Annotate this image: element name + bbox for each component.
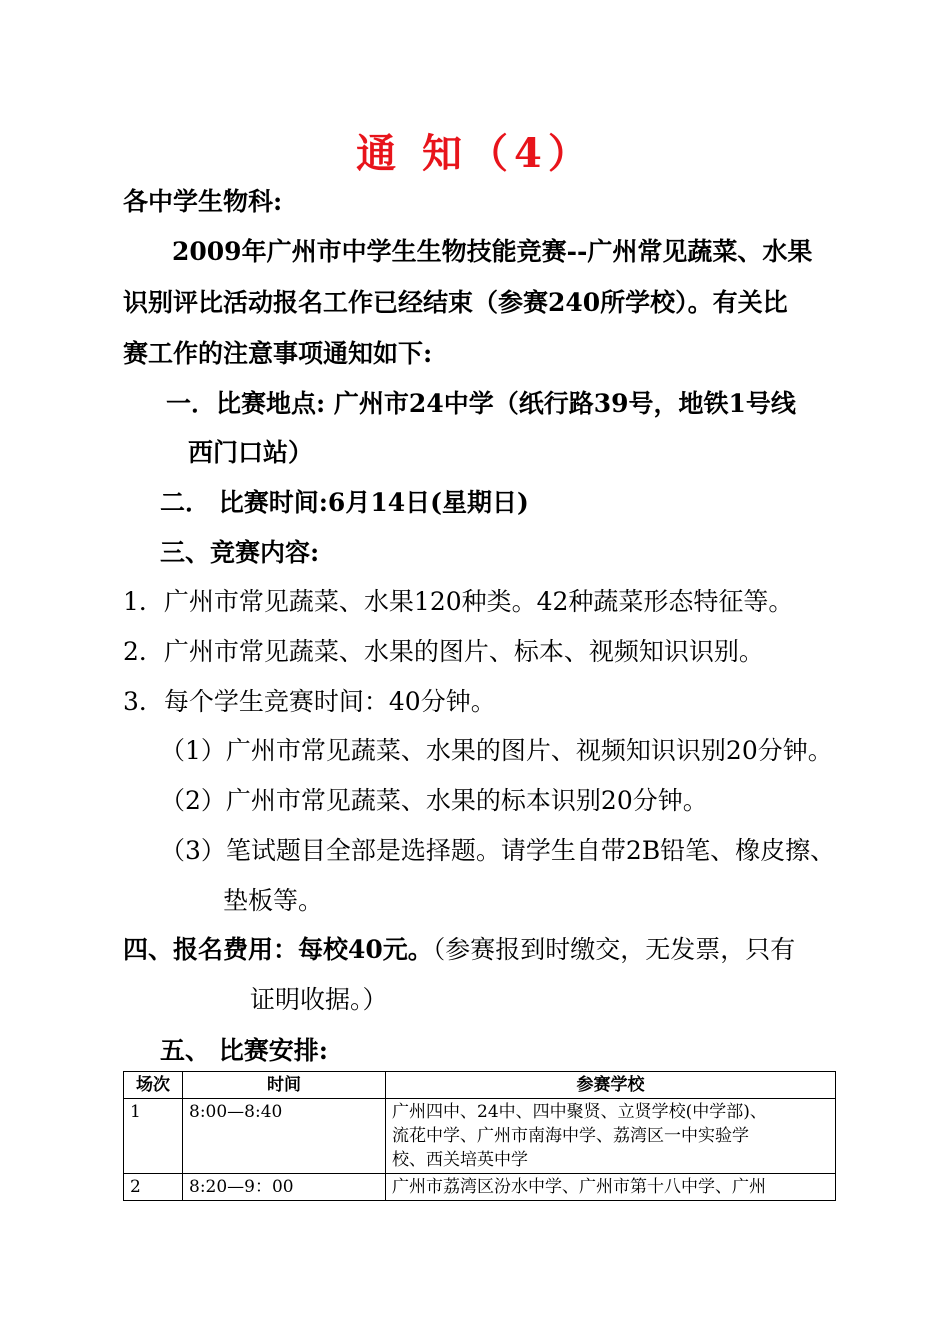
cell-session: 2 [124, 1174, 183, 1201]
subitem-1: （1）广州市常见蔬菜、水果的图片、视频知识识别20分钟。 [160, 736, 833, 765]
schools-line: 广州市荔湾区汾水中学、广州市第十八中学、广州 [392, 1177, 766, 1197]
fee-amount: 四、报名费用：每校40元。 [123, 935, 433, 964]
header-time: 时间 [183, 1072, 386, 1099]
cell-schools [386, 1174, 836, 1201]
section-venue: 一．比赛地点: 广州市24中学（纸行路39号，地铁1号线 [166, 389, 796, 418]
cell-schools [386, 1099, 836, 1174]
cell-time: 8:20—9：00 [183, 1174, 386, 1201]
content-item-2: 2．广州市常见蔬菜、水果的图片、标本、视频知识识别。 [123, 637, 764, 666]
section-schedule: 五、 比赛安排: [160, 1036, 328, 1065]
schools-line: 广州四中、24中、四中聚贤、立贤学校(中学部)、 [392, 1102, 767, 1122]
intro-line-1: 2009年广州市中学生生物技能竞赛--广州常见蔬菜、水果 [172, 237, 813, 266]
content-item-1: 1．广州市常见蔬菜、水果120种类。42种蔬菜形态特征等。 [123, 587, 794, 616]
header-schools: 参赛学校 [386, 1072, 836, 1099]
schools-line: 校、西关培英中学 [392, 1150, 528, 1170]
schedule-table [123, 1071, 836, 1201]
table-header-row [124, 1072, 836, 1099]
page-title: 通 知（4） [356, 130, 594, 177]
intro-line-3: 赛工作的注意事项通知如下: [123, 339, 433, 368]
section-content: 三、竞赛内容: [160, 538, 320, 567]
subitem-3-cont: 垫板等。 [223, 886, 324, 915]
table-row [124, 1099, 836, 1174]
section-fee [123, 933, 795, 967]
fee-note-cont: 证明收据。） [250, 985, 388, 1014]
cell-session: 1 [124, 1099, 183, 1174]
section-venue-cont: 西门口站） [188, 438, 314, 467]
header-session: 场次 [124, 1072, 183, 1099]
subitem-2: （2）广州市常见蔬菜、水果的标本识别20分钟。 [160, 786, 708, 815]
cell-time: 8:00—8:40 [183, 1099, 386, 1174]
subitem-3: （3）笔试题目全部是选择题。请学生自带2B铅笔、橡皮擦、 [160, 836, 836, 865]
schools-line: 流花中学、广州市南海中学、荔湾区一中实验学 [392, 1126, 749, 1146]
intro-line-2: 识别评比活动报名工作已经结束（参赛240所学校）。有关比 [123, 288, 788, 317]
fee-note: （参赛报到时缴交，无发票，只有 [432, 935, 796, 964]
content-item-3: 3．每个学生竞赛时间：40分钟。 [123, 687, 496, 716]
salutation: 各中学生物科: [123, 187, 283, 216]
section-time: 二． 比赛时间:6月14日(星期日) [160, 488, 529, 517]
table-row [124, 1174, 836, 1201]
